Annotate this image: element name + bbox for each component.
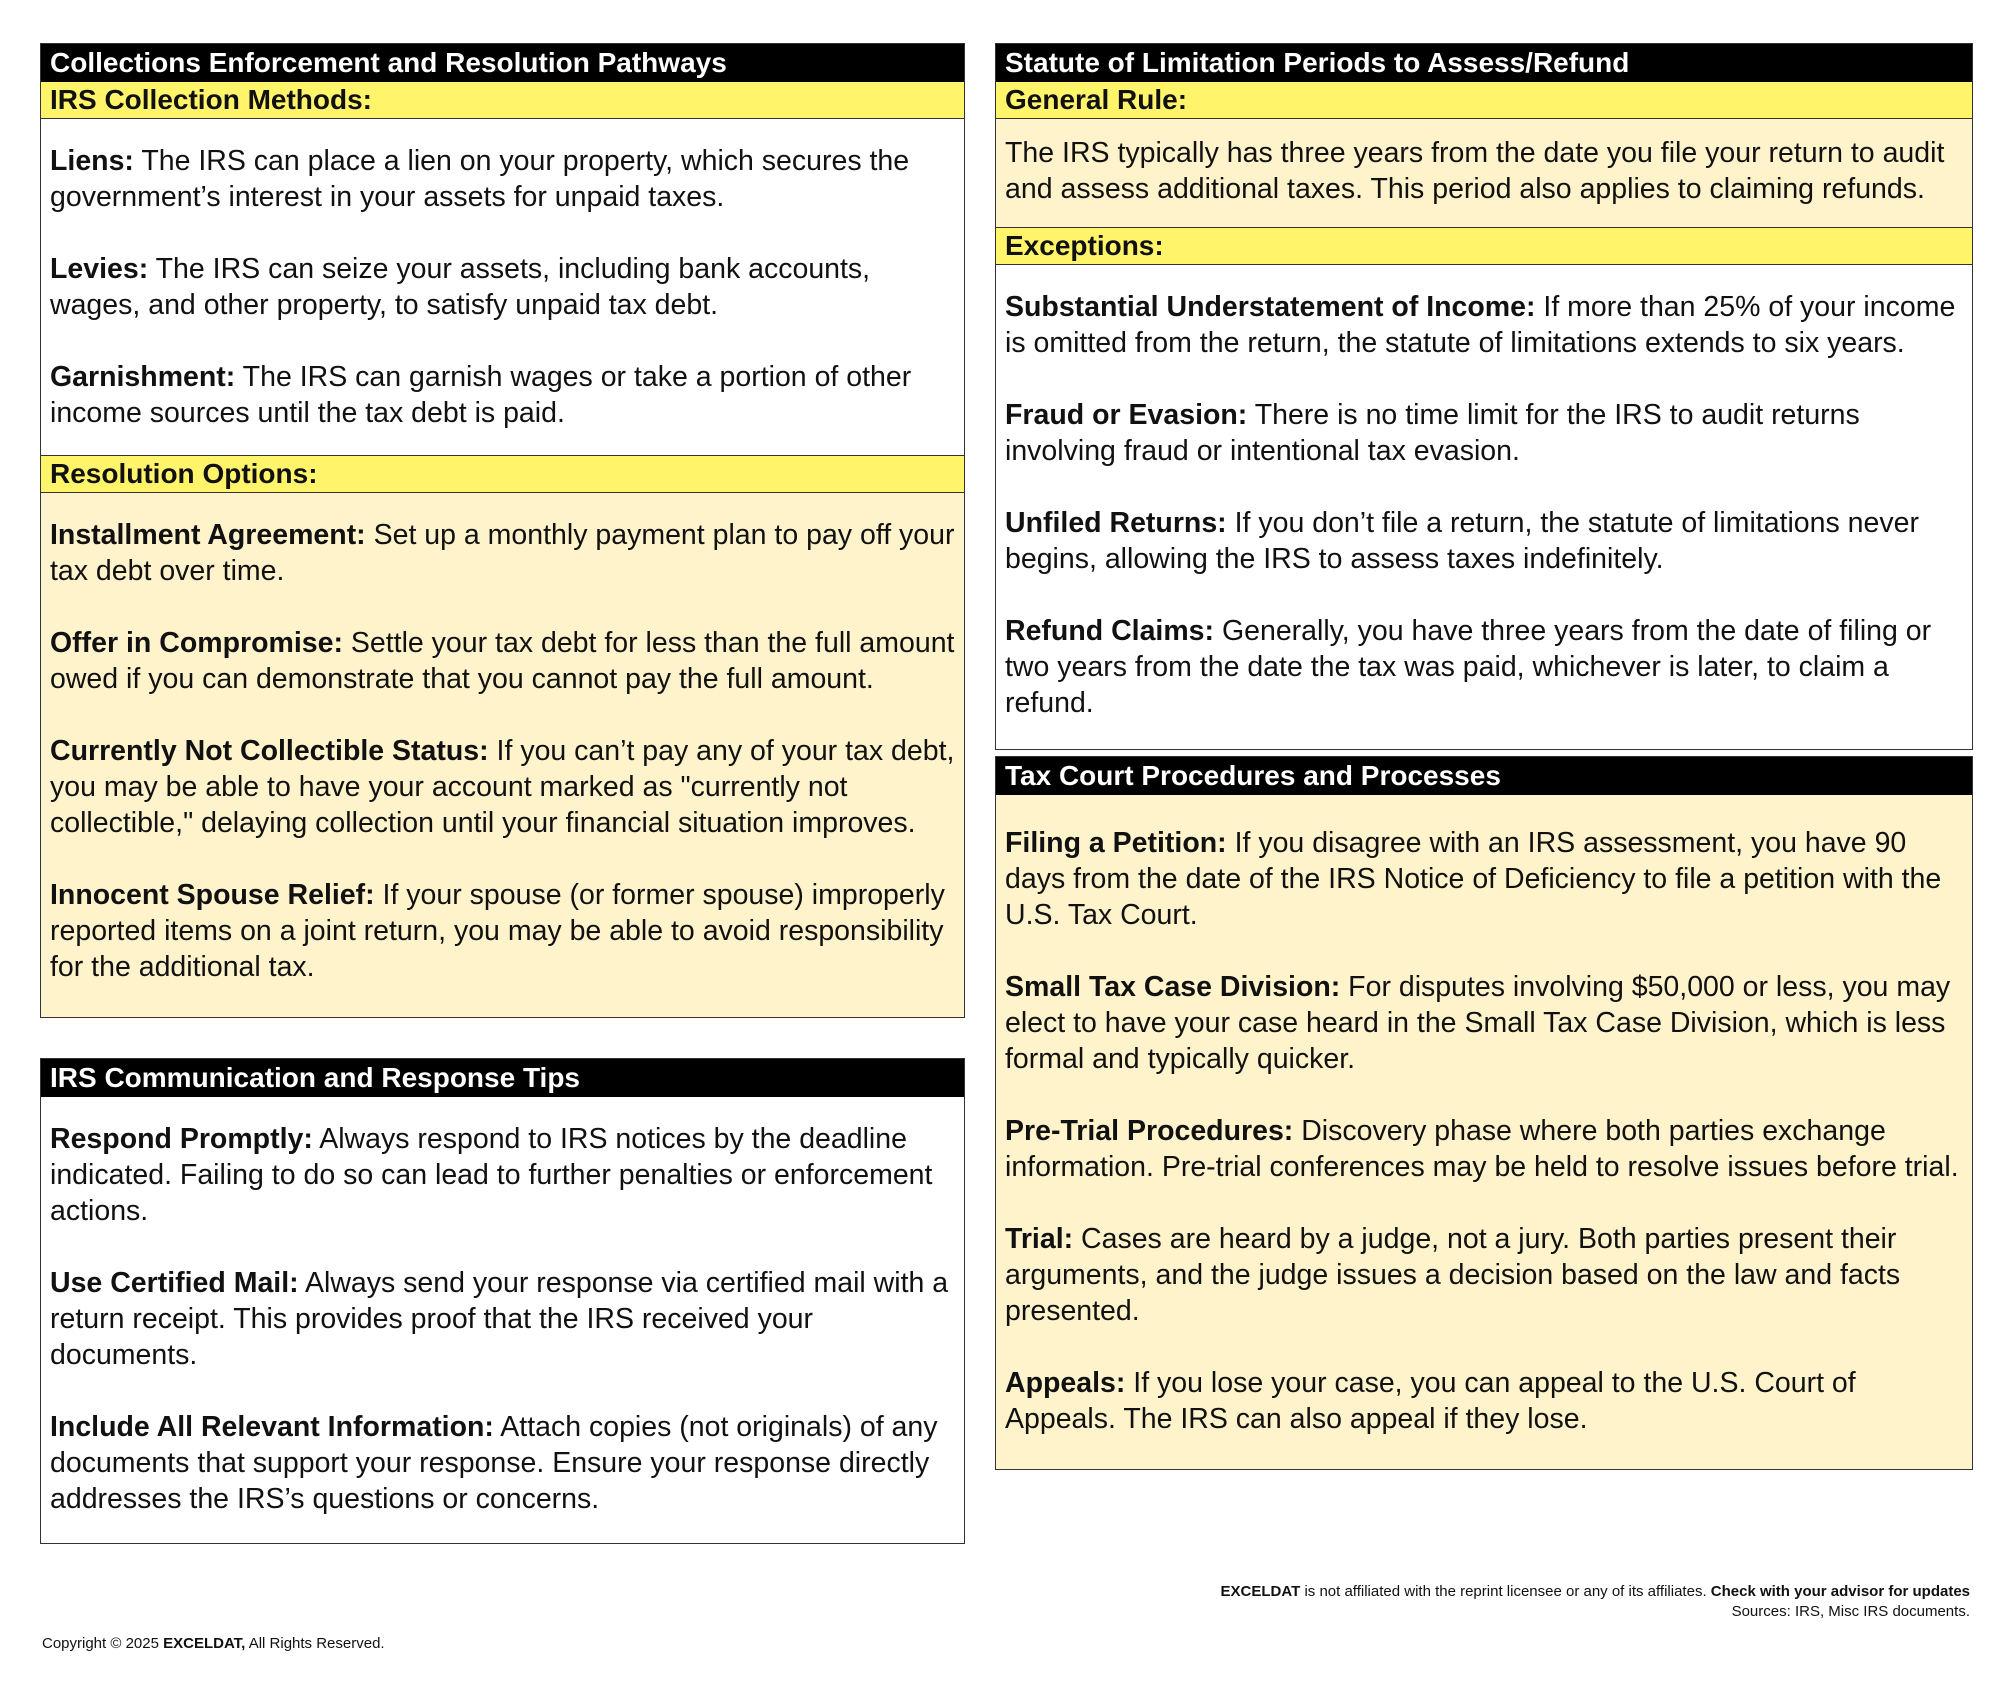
item-term: Offer in Compromise: — [50, 627, 343, 659]
item-text: There is no time limit for the IRS to audit returns involving fraud or intentional tax evasion. — [1005, 399, 1860, 467]
item-term: Innocent Spouse Relief: — [50, 879, 375, 911]
item-term: Liens: — [50, 145, 134, 177]
item-term: Include All Relevant Information: — [50, 1411, 494, 1443]
item-term: Installment Agreement: — [50, 519, 366, 551]
item-text: The IRS can place a lien on your property, which secures the government’s interest in your assets for unpaid taxes. — [50, 145, 910, 213]
item-term: Trial: — [1005, 1223, 1074, 1255]
item-text: The IRS can garnish wages or take a portion of other income sources until the tax debt is paid. — [50, 361, 912, 429]
statute-title: Statute of Limitation Periods to Assess/Refund — [996, 44, 1972, 82]
tax-court-section — [995, 756, 1973, 1470]
item-text: If you lose your case, you can appeal to the U.S. Court of Appeals. The IRS can also appeal if they lose. — [1005, 1367, 1856, 1435]
tax-court-title: Tax Court Procedures and Processes — [996, 757, 1972, 795]
collections-section — [40, 43, 965, 1018]
item-text: If your spouse (or former spouse) improperly reported items on a joint return, you may be able to avoid responsibility for the additional tax. — [50, 879, 945, 983]
item-term: Garnishment: — [50, 361, 236, 393]
list-item — [50, 1265, 958, 1373]
communication-list — [41, 1097, 964, 1543]
copyright-brand: EXCELDAT, — [163, 1635, 246, 1652]
copyright — [42, 1635, 385, 1652]
list-item — [50, 625, 958, 697]
item-text: If you don’t file a return, the statute of limitations never begins, allowing the IRS to assess taxes indefinitely. — [1005, 507, 1919, 575]
item-term: Fraud or Evasion: — [1005, 399, 1248, 431]
communication-section — [40, 1058, 965, 1544]
item-term: Small Tax Case Division: — [1005, 971, 1341, 1003]
general-rule-body — [996, 119, 1972, 227]
item-text: If more than 25% of your income is omitted from the return, the statute of limitations extends to six years. — [1005, 291, 1956, 359]
item-term: Currently Not Collectible Status: — [50, 735, 489, 767]
list-item — [1005, 1365, 1966, 1437]
item-text: Attach copies (not originals) of any documents that support your response. Ensure your response directly addresses the IRS’s questions or concerns. — [50, 1411, 938, 1515]
item-text: Set up a monthly payment plan to pay off your tax debt over time. — [50, 519, 955, 587]
list-item — [1005, 289, 1966, 361]
item-term: Levies: — [50, 253, 149, 285]
brand-name: EXCELDAT — [1220, 1583, 1301, 1600]
disclaimer-block — [1221, 1582, 1970, 1622]
list-item — [50, 1409, 958, 1517]
item-term: Use Certified Mail: — [50, 1267, 299, 1299]
item-text: Generally, you have three years from the date of filing or two years from the date the tax was paid, whichever is later, to claim a refund. — [1005, 615, 1932, 719]
item-term: Pre-Trial Procedures: — [1005, 1115, 1294, 1147]
resolution-options-list — [41, 493, 964, 1017]
item-term: Filing a Petition: — [1005, 827, 1227, 859]
statute-section — [995, 43, 1973, 750]
list-item — [1005, 1221, 1966, 1329]
list-item — [50, 877, 958, 985]
item-text: Always send your response via certified mail with a return receipt. This provides proof that the IRS received your documents. — [50, 1267, 949, 1371]
list-item — [1005, 825, 1966, 933]
sources-line: Sources: IRS, Misc IRS documents. — [1731, 1603, 1970, 1620]
item-term: Respond Promptly: — [50, 1123, 313, 1155]
general-rule-heading: General Rule: — [996, 82, 1972, 119]
collections-title: Collections Enforcement and Resolution Pathways — [41, 44, 964, 82]
list-item — [50, 251, 958, 323]
exceptions-list — [996, 265, 1972, 749]
item-text: If you can’t pay any of your tax debt, you may be able to have your account marked as "currently not collectible," delaying collection until your financial situation improves. — [50, 735, 955, 839]
list-item — [50, 733, 958, 841]
list-item — [1005, 969, 1966, 1077]
exceptions-heading: Exceptions: — [996, 227, 1972, 265]
list-item — [1005, 613, 1966, 721]
list-item — [50, 359, 958, 431]
collection-methods-heading: IRS Collection Methods: — [41, 82, 964, 119]
item-text: The IRS can seize your assets, including bank accounts, wages, and other property, to satisfy unpaid tax debt. — [50, 253, 871, 321]
list-item — [50, 1121, 958, 1229]
list-item — [1005, 1113, 1966, 1185]
item-text: Always respond to IRS notices by the deadline indicated. Failing to do so can lead to further penalties or enforcement actions. — [50, 1123, 933, 1227]
item-term: Unfiled Returns: — [1005, 507, 1227, 539]
tax-court-list — [996, 795, 1972, 1469]
list-item — [50, 517, 958, 589]
disclaimer-text: is not affiliated with the reprint licensee or any of its affiliates. — [1300, 1583, 1711, 1600]
item-text: Discovery phase where both parties exchange information. Pre-trial conferences may be held to resolve issues before trial. — [1005, 1115, 1959, 1183]
list-item — [50, 143, 958, 215]
resolution-options-heading: Resolution Options: — [41, 455, 964, 493]
copyright-suffix: All Rights Reserved. — [245, 1635, 385, 1652]
item-text: Settle your tax debt for less than the full amount owed if you can demonstrate that you cannot pay the full amount. — [50, 627, 955, 695]
collection-methods-list — [41, 119, 964, 455]
item-text: Cases are heard by a judge, not a jury. Both parties present their arguments, and the judge issues a decision based on the law and facts presented. — [1005, 1223, 1901, 1327]
item-term: Substantial Understatement of Income: — [1005, 291, 1536, 323]
disclaimer-line — [1221, 1582, 1970, 1602]
item-text: For disputes involving $50,000 or less, you may elect to have your case heard in the Small Tax Case Division, which is less formal and typically quicker. — [1005, 971, 1951, 1075]
item-term: Refund Claims: — [1005, 615, 1215, 647]
communication-title: IRS Communication and Response Tips — [41, 1059, 964, 1097]
item-term: Appeals: — [1005, 1367, 1126, 1399]
general-rule-text: The IRS typically has three years from the date you file your return to audit and assess additional taxes. This period also applies to claiming refunds. — [1005, 137, 1945, 205]
copyright-prefix: Copyright © 2025 — [42, 1635, 164, 1652]
advisor-note: Check with your advisor for updates — [1710, 1583, 1970, 1600]
list-item — [1005, 397, 1966, 469]
list-item — [1005, 505, 1966, 577]
item-text: If you disagree with an IRS assessment, you have 90 days from the date of the IRS Notice of Deficiency to file a petition with the U.S. Tax Court. — [1005, 827, 1942, 931]
